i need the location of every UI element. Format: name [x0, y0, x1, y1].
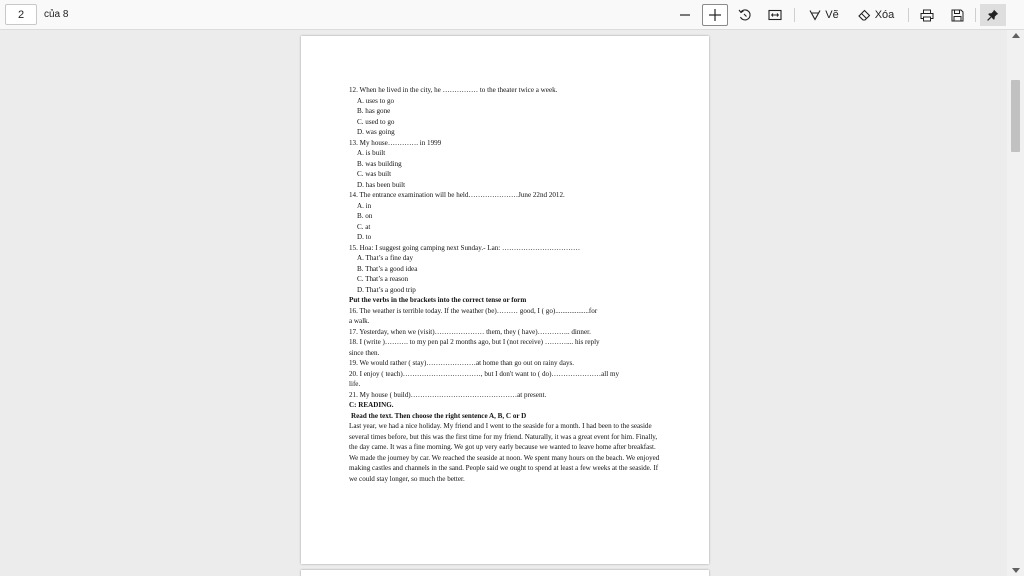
- reading-passage: Last year, we had a nice holiday. My friend and I went to the seaside for a month. I had been to the seaside several times before, but this was the first time for my friend. Naturally, it was a great event for him. Finally, the day came. It was a fine morning. We got up very early because we wanted to leave home after breakfast. We made the journey by car. We reached the seaside at noon. We spent many hours on the beach. We enjoyed making castles and channels in the sand. People said we ought to spend at least a few weeks at the seaside. If we could stay longer, so much the better.: [349, 422, 660, 483]
- pdf-toolbar: [0, 0, 1024, 30]
- minus-icon: [679, 9, 691, 21]
- question-15: 15. Hoa: I suggest going camping next Sunday.- Lan: ……………………………: [349, 243, 581, 252]
- question-16-continued: a walk.: [349, 317, 370, 325]
- question-20-continued: life.: [349, 380, 361, 388]
- toolbar-separator: [794, 8, 795, 22]
- print-icon: [920, 9, 934, 22]
- document-viewer[interactable]: [0, 30, 1024, 576]
- option: C. at: [357, 222, 371, 231]
- scroll-up-icon[interactable]: [1012, 33, 1020, 38]
- option: A. That’s a fine day: [357, 254, 414, 262]
- pin-toolbar-button[interactable]: [980, 4, 1006, 26]
- rotate-icon: [738, 8, 752, 22]
- option: C. That’s a reason: [357, 275, 409, 283]
- section-heading: Put the verbs in the brackets into the correct tense or form: [349, 296, 527, 304]
- option: B. was building: [357, 159, 402, 168]
- question-21: 21. My house ( build)………………………………………at present.: [349, 390, 547, 399]
- option: A. in: [357, 201, 372, 210]
- draw-label: Vẽ: [825, 9, 839, 21]
- draw-button[interactable]: [804, 4, 844, 26]
- option: C. used to go: [357, 117, 395, 126]
- fit-page-icon: [768, 9, 782, 21]
- toolbar-separator: [908, 8, 909, 22]
- question-12: 12. When he lived in the city, he …………… to the theater twice a week.: [349, 86, 558, 94]
- scroll-down-icon[interactable]: [1012, 568, 1020, 573]
- page-total-label: của 8: [44, 9, 69, 20]
- fit-page-button[interactable]: [764, 4, 786, 26]
- pin-icon: [987, 9, 999, 21]
- question-20: 20. I enjoy ( teach)……………………………, but I don't want to ( do)…………………all my: [349, 369, 620, 378]
- erase-button[interactable]: [854, 4, 898, 26]
- option: C. was built: [357, 170, 392, 178]
- option: D. has been built: [357, 180, 406, 189]
- save-button[interactable]: [946, 4, 968, 26]
- option: B. has gone: [357, 107, 391, 115]
- option: D. That’s a good trip: [357, 285, 416, 294]
- print-button[interactable]: [916, 4, 938, 26]
- option: D. to: [357, 233, 372, 241]
- vertical-scrollbar[interactable]: [1007, 30, 1024, 576]
- question-19: 19. We would rather ( stay)…………………at home than go out on rainy days.: [349, 359, 575, 367]
- question-18: 18. I (write )………. to my pen pal 2 months ago, but I (not receive) ……….... his reply: [349, 338, 600, 346]
- page-text: [349, 85, 661, 484]
- erase-label: Xóa: [874, 9, 895, 21]
- page-number-input[interactable]: [5, 4, 37, 25]
- option: B. on: [357, 212, 373, 220]
- next-pdf-page: [301, 570, 709, 576]
- option: D. was going: [357, 128, 395, 136]
- question-13: 13. My house…………. in 1999: [349, 138, 442, 147]
- eraser-icon: [858, 9, 871, 21]
- pdf-page: [301, 36, 709, 564]
- question-14: 14. The entrance examination will be held…………………June 22nd 2012.: [349, 191, 565, 199]
- reading-instruction: Read the text. Then choose the right sentence A, B, C or D: [351, 411, 527, 420]
- option: B. That’s a good idea: [357, 264, 418, 273]
- question-16: 16. The weather is terrible today. If the weather (be)……… good, I ( go)...................for: [349, 306, 598, 315]
- save-icon: [951, 9, 964, 22]
- option: A. is built: [357, 149, 386, 157]
- question-18-continued: since then.: [349, 348, 380, 357]
- zoom-out-button[interactable]: [674, 4, 696, 26]
- rotate-button[interactable]: [734, 4, 756, 26]
- question-17: 17. Yesterday, when we (visit)………………… them, they ( have)………….. dinner.: [349, 327, 591, 336]
- plus-icon: [708, 8, 722, 22]
- zoom-in-button[interactable]: [702, 4, 728, 26]
- toolbar-separator: [975, 8, 976, 22]
- reading-heading: C: READING.: [349, 401, 394, 409]
- draw-icon: [809, 9, 821, 21]
- option: A. uses to go: [357, 96, 395, 105]
- scrollbar-thumb[interactable]: [1011, 80, 1020, 152]
